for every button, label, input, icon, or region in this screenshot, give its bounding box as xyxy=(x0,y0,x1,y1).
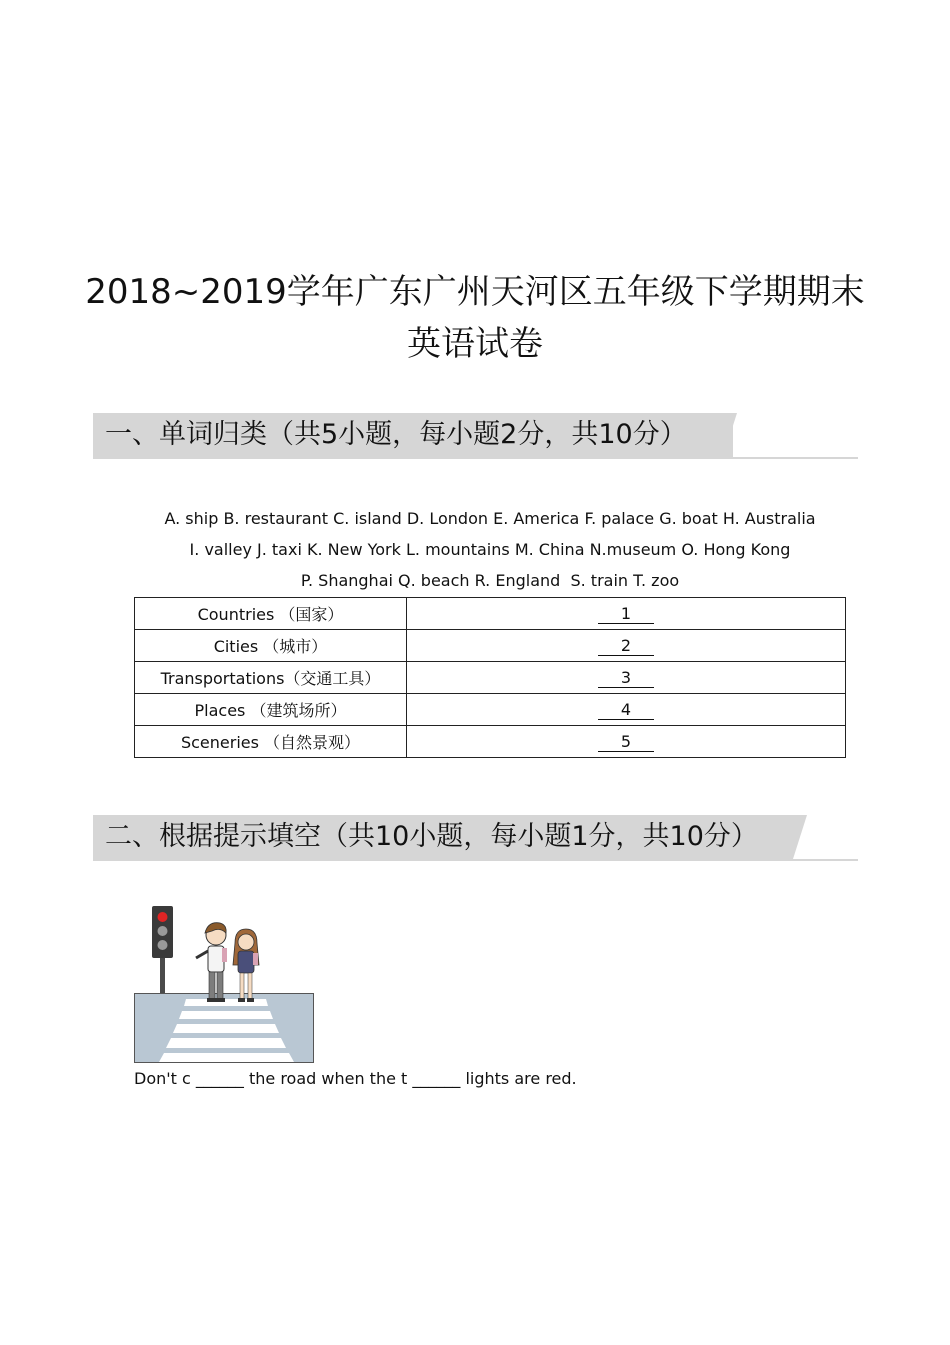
category-cell: Places （建筑场所） xyxy=(135,694,407,726)
traffic-light-icon xyxy=(152,906,173,993)
table-row xyxy=(135,726,846,758)
section-underline xyxy=(93,859,858,861)
section-2-header xyxy=(93,815,858,861)
girl-figure-icon xyxy=(233,929,259,1002)
table-row xyxy=(135,662,846,694)
answer-cell[interactable] xyxy=(407,598,846,630)
answer-blank: 3 xyxy=(598,669,654,688)
answer-blank: 1 xyxy=(598,605,654,624)
section-1-heading: 一、单词归类（共5小题，每小题2分，共10分） xyxy=(105,419,687,450)
answer-blank: 2 xyxy=(598,637,654,656)
answer-cell[interactable] xyxy=(407,630,846,662)
boy-figure-icon xyxy=(196,923,227,1002)
title-line-2: 英语试卷 xyxy=(407,324,543,364)
section-band-slant xyxy=(793,815,807,859)
category-cell: Sceneries （自然景观） xyxy=(135,726,407,758)
fill-in-sentence: Don't c ______ the road when the t ______ lights are red. xyxy=(134,1069,577,1088)
category-cell: Countries （国家） xyxy=(135,598,407,630)
answer-blank: 4 xyxy=(598,701,654,720)
answer-cell[interactable] xyxy=(407,726,846,758)
word-bank-line-2: I. valley J. taxi K. New York L. mountains M. China N.museum O. Hong Kong xyxy=(189,540,791,559)
crosswalk-illustration xyxy=(134,903,316,1069)
category-table xyxy=(134,597,846,758)
table-row xyxy=(135,630,846,662)
section-1-header xyxy=(93,413,858,459)
section-band-slant xyxy=(723,413,737,457)
section-underline xyxy=(93,457,858,459)
section-2-heading: 二、根据提示填空（共10小题，每小题1分，共10分） xyxy=(105,821,758,852)
answer-cell[interactable] xyxy=(407,694,846,726)
answer-cell[interactable] xyxy=(407,662,846,694)
table-row xyxy=(135,598,846,630)
answer-blank: 5 xyxy=(598,733,654,752)
table-row xyxy=(135,694,846,726)
word-bank-line-1: A. ship B. restaurant C. island D. London E. America F. palace G. boat H. Australia xyxy=(164,509,816,528)
document-title xyxy=(0,266,950,370)
category-cell: Transportations（交通工具） xyxy=(135,662,407,694)
crosswalk-scene-svg xyxy=(134,903,316,1065)
word-bank-line-3: P. Shanghai Q. beach R. England S. train T. zoo xyxy=(300,571,680,590)
category-cell: Cities （城市） xyxy=(135,630,407,662)
title-line-1: 2018~2019学年广东广州天河区五年级下学期期末 xyxy=(85,272,865,312)
